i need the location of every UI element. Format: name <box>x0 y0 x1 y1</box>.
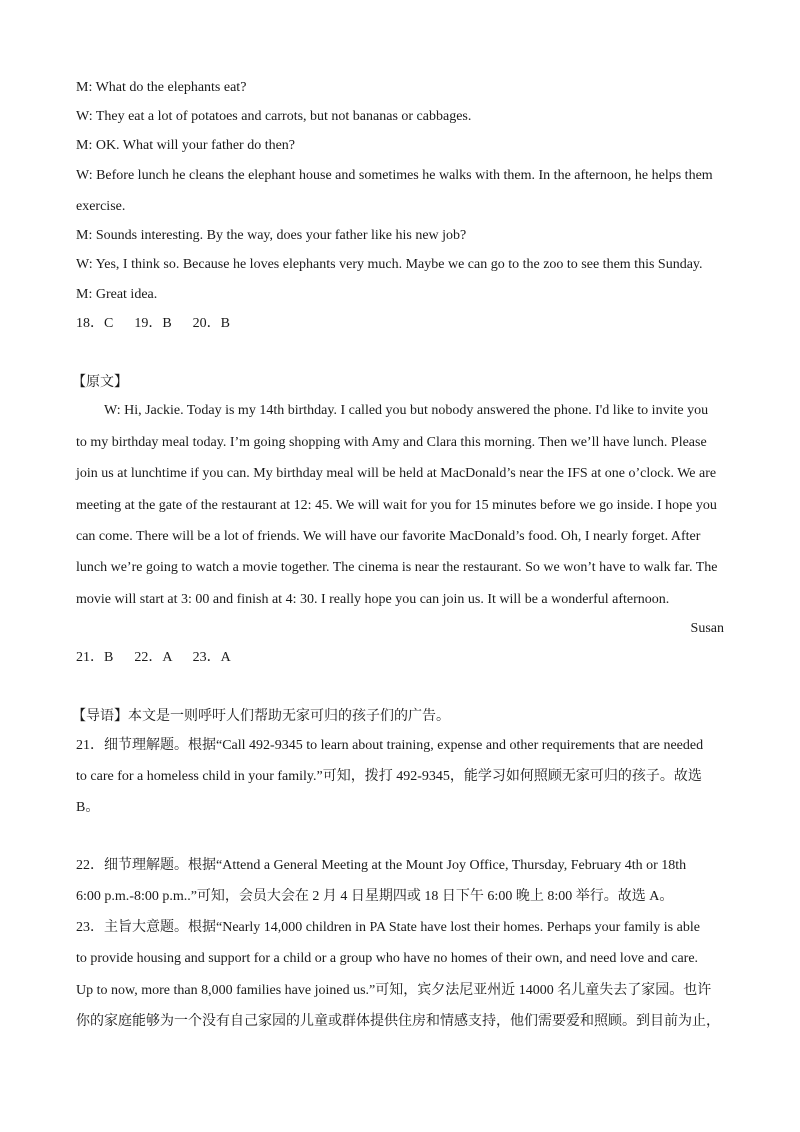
explanation-line: to care for a homeless child in your family.”可知，拨打 492-9345，能学习如何照顾无家可归的孩子。故选 <box>76 769 702 784</box>
answer-key: 18．C 19．B 20．B <box>76 316 231 331</box>
explanation-line: 23．主旨大意题。根据“Nearly 14,000 children in PA State have lost their homes. Perhaps your family is able <box>76 920 700 935</box>
dialogue-line: W: Yes, I think so. Because he loves elephants very much. Maybe we can go to the zoo to see them this Sunday. <box>76 257 703 272</box>
passage-line: lunch we’re going to watch a movie together. The cinema is near the restaurant. So we won’t have to walk far. The <box>76 560 718 575</box>
passage-line: can come. There will be a lot of friends. We will have our favorite MacDonald’s food. Oh, I nearly forget. After <box>76 529 701 544</box>
explanation-line: to provide housing and support for a child or a group who have no homes of their own, and need love and care. <box>76 951 699 966</box>
dialogue-line: M: Great idea. <box>76 287 158 302</box>
guide-intro: 【导语】本文是一则呼吁人们帮助无家可归的孩子们的广告。 <box>72 709 450 724</box>
dialogue-line: M: What do the elephants eat? <box>76 80 247 95</box>
explanation-line: 22．细节理解题。根据“Attend a General Meeting at the Mount Joy Office, Thursday, February 4th or 18th <box>76 858 687 873</box>
dialogue-line: M: Sounds interesting. By the way, does your father like his new job? <box>76 228 467 243</box>
explanation-line: 你的家庭能够为一个没有自己家园的儿童或群体提供住房和情感支持，他们需要爱和照顾。到目前为止， <box>76 1014 720 1029</box>
explanation-line: B。 <box>76 800 100 815</box>
dialogue-line: W: Before lunch he cleans the elephant house and sometimes he walks with them. In the afternoon, he helps them <box>76 168 713 183</box>
signature: Susan <box>690 621 724 636</box>
explanation-line: 6:00 p.m.-8:00 p.m..”可知，会员大会在 2 月 4 日星期四或 18 日下午 6:00 晚上 8:00 举行。故选 A。 <box>76 889 674 904</box>
section-heading: 【原文】 <box>72 375 128 390</box>
explanation-line: 21．细节理解题。根据“Call 492-9345 to learn about training, expense and other requirements that are needed <box>76 738 704 753</box>
passage-line: W: Hi, Jackie. Today is my 14th birthday. I called you but nobody answered the phone. I'd like to invite you <box>104 403 709 418</box>
dialogue-line: W: They eat a lot of potatoes and carrots, but not bananas or cabbages. <box>76 109 472 124</box>
answer-key: 21．B 22．A 23．A <box>76 650 231 665</box>
passage-line: meeting at the gate of the restaurant at 12: 45. We will wait for you for 15 minutes before we go inside. I hope you <box>76 498 717 513</box>
dialogue-line: M: OK. What will your father do then? <box>76 138 296 153</box>
passage-line: movie will start at 3: 00 and finish at 4: 30. I really hope you can join us. It will be a wonderful afternoon. <box>76 592 670 607</box>
explanation-line: Up to now, more than 8,000 families have joined us.”可知，宾夕法尼亚州近 14000 名儿童失去了家园。也许 <box>76 983 712 998</box>
dialogue-line: exercise. <box>76 199 126 214</box>
passage-line: join us at lunchtime if you can. My birthday meal will be held at MacDonald’s near the IFS at one o’clock. We are <box>76 466 717 481</box>
passage-line: to my birthday meal today. I’m going shopping with Amy and Clara this morning. Then we’ll have lunch. Please <box>76 435 707 450</box>
